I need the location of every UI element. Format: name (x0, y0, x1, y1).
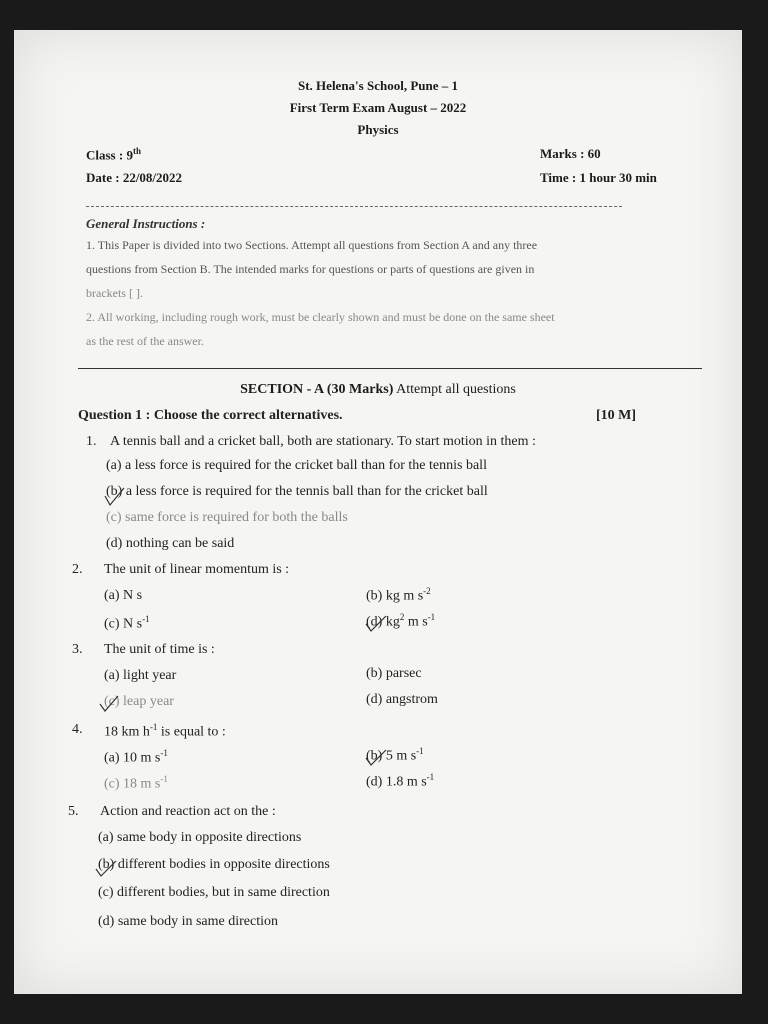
option-b: (b) different bodies in opposite directions (98, 857, 330, 872)
exam-title: First Term Exam August – 2022 (289, 100, 467, 115)
tick-mark-icon (94, 859, 120, 879)
question-title: Question 1 : Choose the correct alternatives. (78, 408, 343, 423)
section-subtitle: Attempt all questions (396, 382, 516, 397)
option-d: (d) $kg^2$ m $s^{-1}$ (366, 612, 436, 630)
instruction-line: brackets [ ]. (86, 286, 143, 300)
option-c: (c) 18 m $s^{-1}$ (104, 774, 168, 792)
item-number: 1. (86, 434, 97, 449)
option-b: (b) kg m $s^{-2}$ (366, 586, 431, 604)
item-number: 2. (72, 562, 83, 577)
option-a: (a) N s (104, 588, 143, 603)
option-d: (d) nothing can be said (106, 536, 235, 551)
instruction-line: 1. This Paper is divided into two Sections. Attempt all questions from Section A and any three (86, 238, 538, 252)
item-text: 18 km $h^{-1}$ is equal to : (104, 722, 226, 740)
item-text: The unit of time is : (104, 642, 215, 657)
subject-title: Physics (357, 122, 399, 137)
tick-mark-icon (364, 614, 390, 634)
instruction-line: questions from Section B. The intended marks for questions or parts of questions are given in (86, 262, 535, 276)
option-d: (d) 1.8 m $s^{-1}$ (366, 772, 435, 790)
option-c: (c) leap year (104, 694, 174, 709)
option-c: (c) different bodies, but in same direction (98, 885, 330, 900)
class-label: Class : 9th (86, 146, 141, 163)
divider (78, 368, 702, 369)
item-text: Action and reaction act on the : (100, 804, 276, 819)
option-d: (d) same body in same direction (98, 914, 279, 929)
item-number: 5. (68, 804, 79, 819)
option-b: (b) a less force is required for the tennis ball than for the cricket ball (106, 484, 488, 499)
tick-mark-icon (364, 748, 390, 768)
section-heading (14, 382, 742, 398)
item-text: A tennis ball and a cricket ball, both are stationary. To start motion in them : (110, 434, 536, 449)
option-b: (b) 5 m $s^{-1}$ (366, 746, 424, 764)
tick-mark-icon (102, 486, 128, 508)
question-marks: [10 M] (596, 408, 637, 423)
instructions-title: General Instructions : (86, 216, 206, 231)
instruction-line: as the rest of the answer. (86, 334, 204, 348)
time-label: Time : 1 hour 30 min (540, 170, 657, 185)
option-c: (c) same force is required for both the balls (106, 510, 348, 525)
option-a: (a) a less force is required for the cricket ball than for the tennis ball (106, 458, 487, 473)
option-c: (c) N $s^{-1}$ (104, 614, 150, 632)
option-b: (b) parsec (366, 666, 422, 681)
marks-label: Marks : 60 (540, 146, 601, 161)
option-a: (a) light year (104, 668, 177, 683)
date-label: Date : 22/08/2022 (86, 170, 183, 185)
item-number: 3. (72, 642, 83, 657)
section-title: SECTION - A (30 Marks) (240, 382, 394, 397)
option-d: (d) angstrom (366, 692, 438, 707)
school-name: St. Helena's School, Pune – 1 (298, 78, 458, 93)
option-a: (a) 10 m $s^{-1}$ (104, 748, 168, 766)
item-number: 4. (72, 722, 83, 737)
tick-mark-icon (98, 694, 122, 714)
instruction-line: 2. All working, including rough work, must be clearly shown and must be done on the same sheet (86, 310, 555, 324)
exam-paper (14, 30, 742, 994)
divider (86, 206, 622, 207)
item-text: The unit of linear momentum is : (104, 562, 290, 577)
option-a: (a) same body in opposite directions (98, 830, 302, 845)
